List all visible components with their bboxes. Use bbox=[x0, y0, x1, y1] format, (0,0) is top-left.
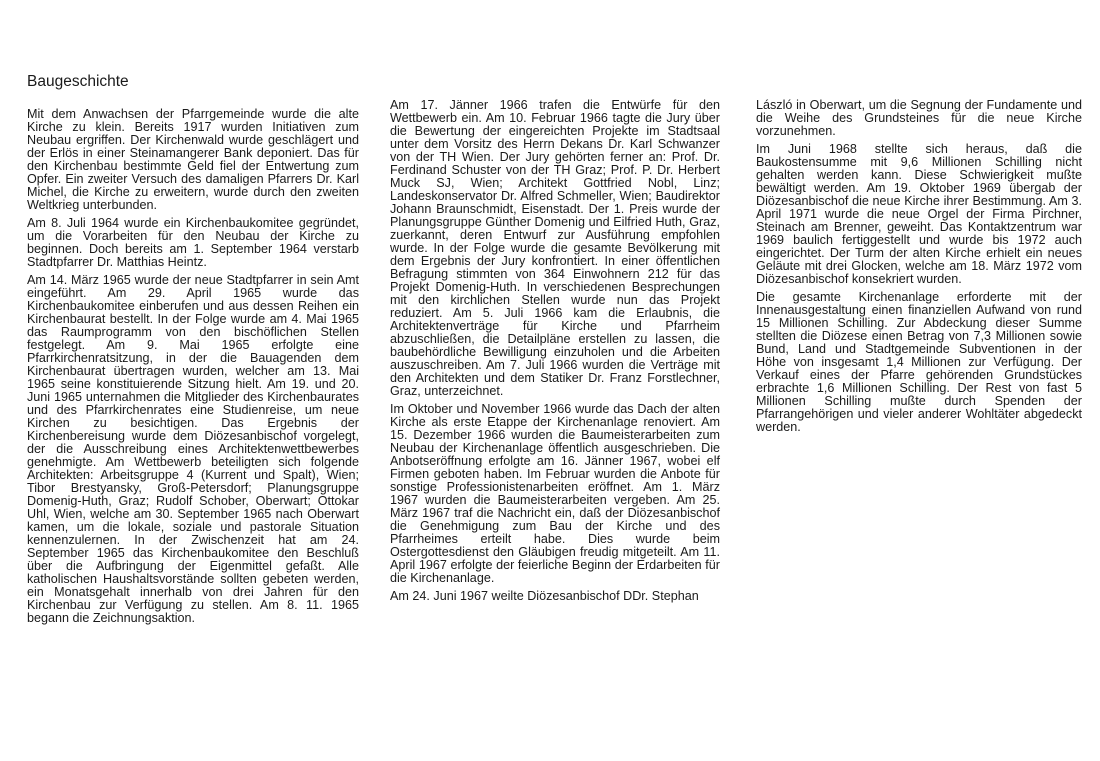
paragraph: Am 8. Juli 1964 wurde ein Kirchenbaukomitee gegründet, um die Vorarbeiten für den Neubau der Kirche zu beginnen. Doch bereits am 1. September 1964 verstarb Stadtpfarrer Dr. Matthias Heintz. bbox=[27, 216, 359, 269]
paragraph: Am 14. März 1965 wurde der neue Stadtpfarrer in sein Amt eingeführt. Am 29. April 1965 wurde das Kirchenbaukomitee einberufen und aus dessen Reihen ein Kirchenbaurat bestellt. In der Folge wurde am 4. Mai 1965 das Raumprogramm von den bischöflichen Stellen festgelegt. Am 9. Mai 1965 erfolgte eine Pfarrkirchenratsitzung, in der die Bauagenden dem Kirchenbaurat übertragen wurden, welcher am 13. Mai 1965 seine konstituierende Sitzung hielt. Am 19. und 20. Juni 1965 unternahmen die Mitglieder des Kirchenbaurates und des Pfarrkirchenrates eine Studienreise, um neue Kirchen zu besichtigen. Das Ergebnis der Kirchenbereisung wurde dem Diözesanbischof vorgelegt, der die Ausschreibung eines Architektenwettbewerbes genehmigte. Am Wettbewerb beteiligten sich folgende Architekten: Arbeitsgruppe 4 (Kurrent und Spalt), Wien; Tibor Brestyansky, Groß-Petersdorf; Planungsgruppe Domenig-Huth, Graz; Rudolf Schober, Oberwart; Ottokar Uhl, Wien, welche am 30. September 1965 nach Oberwart kamen, um die lokale, soziale und pastorale Situation kennenzulernen. In der Zwischenzeit hat am 24. September 1965 das Kirchenbaukomitee den Beschluß über die Aufbringung der Eigenmittel gefaßt. Alle katholischen Haushaltsvorstände sollten gebeten werden, ein Monatsgehalt innerhalb von drei Jahren für den Kirchenbau zur Verfügung zu stellen. Am 8. 11. 1965 begann die Zeichnungsaktion. bbox=[27, 273, 359, 625]
paragraph: Im Juni 1968 stellte sich heraus, daß die Baukostensumme mit 9,6 Millionen Schilling nicht gehalten werden kann. Diese Schwierigkeit mußte bewältigt werden. Am 19. Oktober 1969 übergab der Diözesanbischof die neue Kirche ihrer Bestimmung. Am 3. April 1971 wurde die neue Orgel der Firma Pirchner, Steinach am Brenner, geweiht. Das Kontaktzentrum war 1969 baulich fertiggestellt und wurde bis 1972 auch eingerichtet. Der Turm der alten Kirche erhielt ein neues Geläute mit drei Glocken, welche am 18. März 1972 vom Diözesanbischof konsekriert wurden. bbox=[756, 142, 1082, 286]
text-column-2 bbox=[390, 99, 720, 608]
paragraph: Die gesamte Kirchenanlage erforderte mit der Innenausgestaltung einen finanziellen Aufwand von rund 15 Millionen Schilling. Zur Abdeckung dieser Summe stellten die Diözese einen Betrag von 7,3 Millionen sowie Bund, Land und Stadtgemeinde Subventionen in der Höhe von insgesamt 1,4 Millionen zur Verfügung. Der Verkauf eines der Pfarre gehörenden Grundstückes erbrachte 1,6 Millionen Schilling. Der Rest von fast 5 Millionen Schilling mußte durch Spenden der Pfarrangehörigen und vieler anderer Wohltäter abgedeckt werden. bbox=[756, 290, 1082, 434]
paragraph: Am 24. Juni 1967 weilte Diözesanbischof DDr. Stephan bbox=[390, 589, 699, 603]
paragraph: Am 17. Jänner 1966 trafen die Entwürfe für den Wettbewerb ein. Am 10. Februar 1966 tagte die Jury über die Bewertung der eingereichten Projekte im Stadtsaal unter dem Vorsitz des Herrn Dekans Dr. Karl Schwanzer von der TH Wien. Der Jury gehörten ferner an: Prof. Dr. Ferdinand Schuster von der TH Graz; Prof. P. Dr. Herbert Muck SJ, Wien; Architekt Gottfried Nobl, Linz; Landeskonservator Dr. Alfred Schmeller, Wien; Baudirektor Johann Braunschmidt, Eisenstadt. Der 1. Preis wurde der Planungsgruppe Günther Domenig und Eilfried Huth, Graz, zuerkannt, deren Entwurf zur Ausführung empfohlen wurde. In der Folge wurde die gesamte Bevölkerung mit dem Ergebnis der Jury konfrontiert. In einer öffentlichen Befragung stimmten von 364 Einwohnern 212 für das Projekt Domenig-Huth. In verschiedenen Besprechungen mit den kirchlichen Stellen wurde nun das Projekt reduziert. Am 5. Juli 1966 kam die Erlaubnis, die Architektenverträge für Kirche und Pfarrheim abzuschließen, die Detailpläne erstellen zu lassen, die baubehördliche Bewilligung einzuholen und die Arbeiten auszuschreiben. Am 7. Juli 1966 wurden die Verträge mit den Architekten und dem Statiker Dr. Franz Forstlechner, Graz, unterzeichnet. bbox=[390, 98, 720, 398]
page-title: Baugeschichte bbox=[27, 73, 129, 90]
paragraph: László in Oberwart, um die Segnung der Fundamente und die Weihe des Grundsteines für die neue Kirche vorzunehmen. bbox=[756, 98, 1082, 138]
text-column-1 bbox=[27, 108, 359, 630]
text-column-3 bbox=[756, 99, 1082, 439]
paragraph: Im Oktober und November 1966 wurde das Dach der alten Kirche als erste Etappe der Kirchenanlage renoviert. Am 15. Dezember 1966 wurden die Baumeisterarbeiten zum Neubau der Kirchenanlage öffentlich ausgeschrieben. Die Anbotseröffnung erfolgte am 16. Jänner 1967, wobei elf Firmen geboten haben. Im Februar wurden die Anbote für sonstige Professionistenarbeiten eröffnet. Am 1. März 1967 wurden die Baumeisterarbeiten vergeben. Am 25. März 1967 traf die Nachricht ein, daß der Diözesanbischof die Genehmigung zum Bau der Kirche und des Pfarrheimes erteilt habe. Dies wurde beim Ostergottesdienst den Gläubigen freudig mitgeteilt. Am 11. April 1967 erfolgte der feierliche Beginn der Erdarbeiten für die Kirchenanlage. bbox=[390, 402, 720, 585]
paragraph: Mit dem Anwachsen der Pfarrgemeinde wurde die alte Kirche zu klein. Bereits 1917 wurden Initiativen zum Neubau ergriffen. Der Kirchenwald wurde geschlägert und der Erlös in einer Steinamangerer Bank deponiert. Das für den Kirchenbau bestimmte Geld fiel der Entwertung zum Opfer. Ein zweiter Versuch des damaligen Pfarrers Dr. Karl Michel, die Kirche zu erweitern, wurde durch den zweiten Weltkrieg unterbunden. bbox=[27, 107, 359, 212]
